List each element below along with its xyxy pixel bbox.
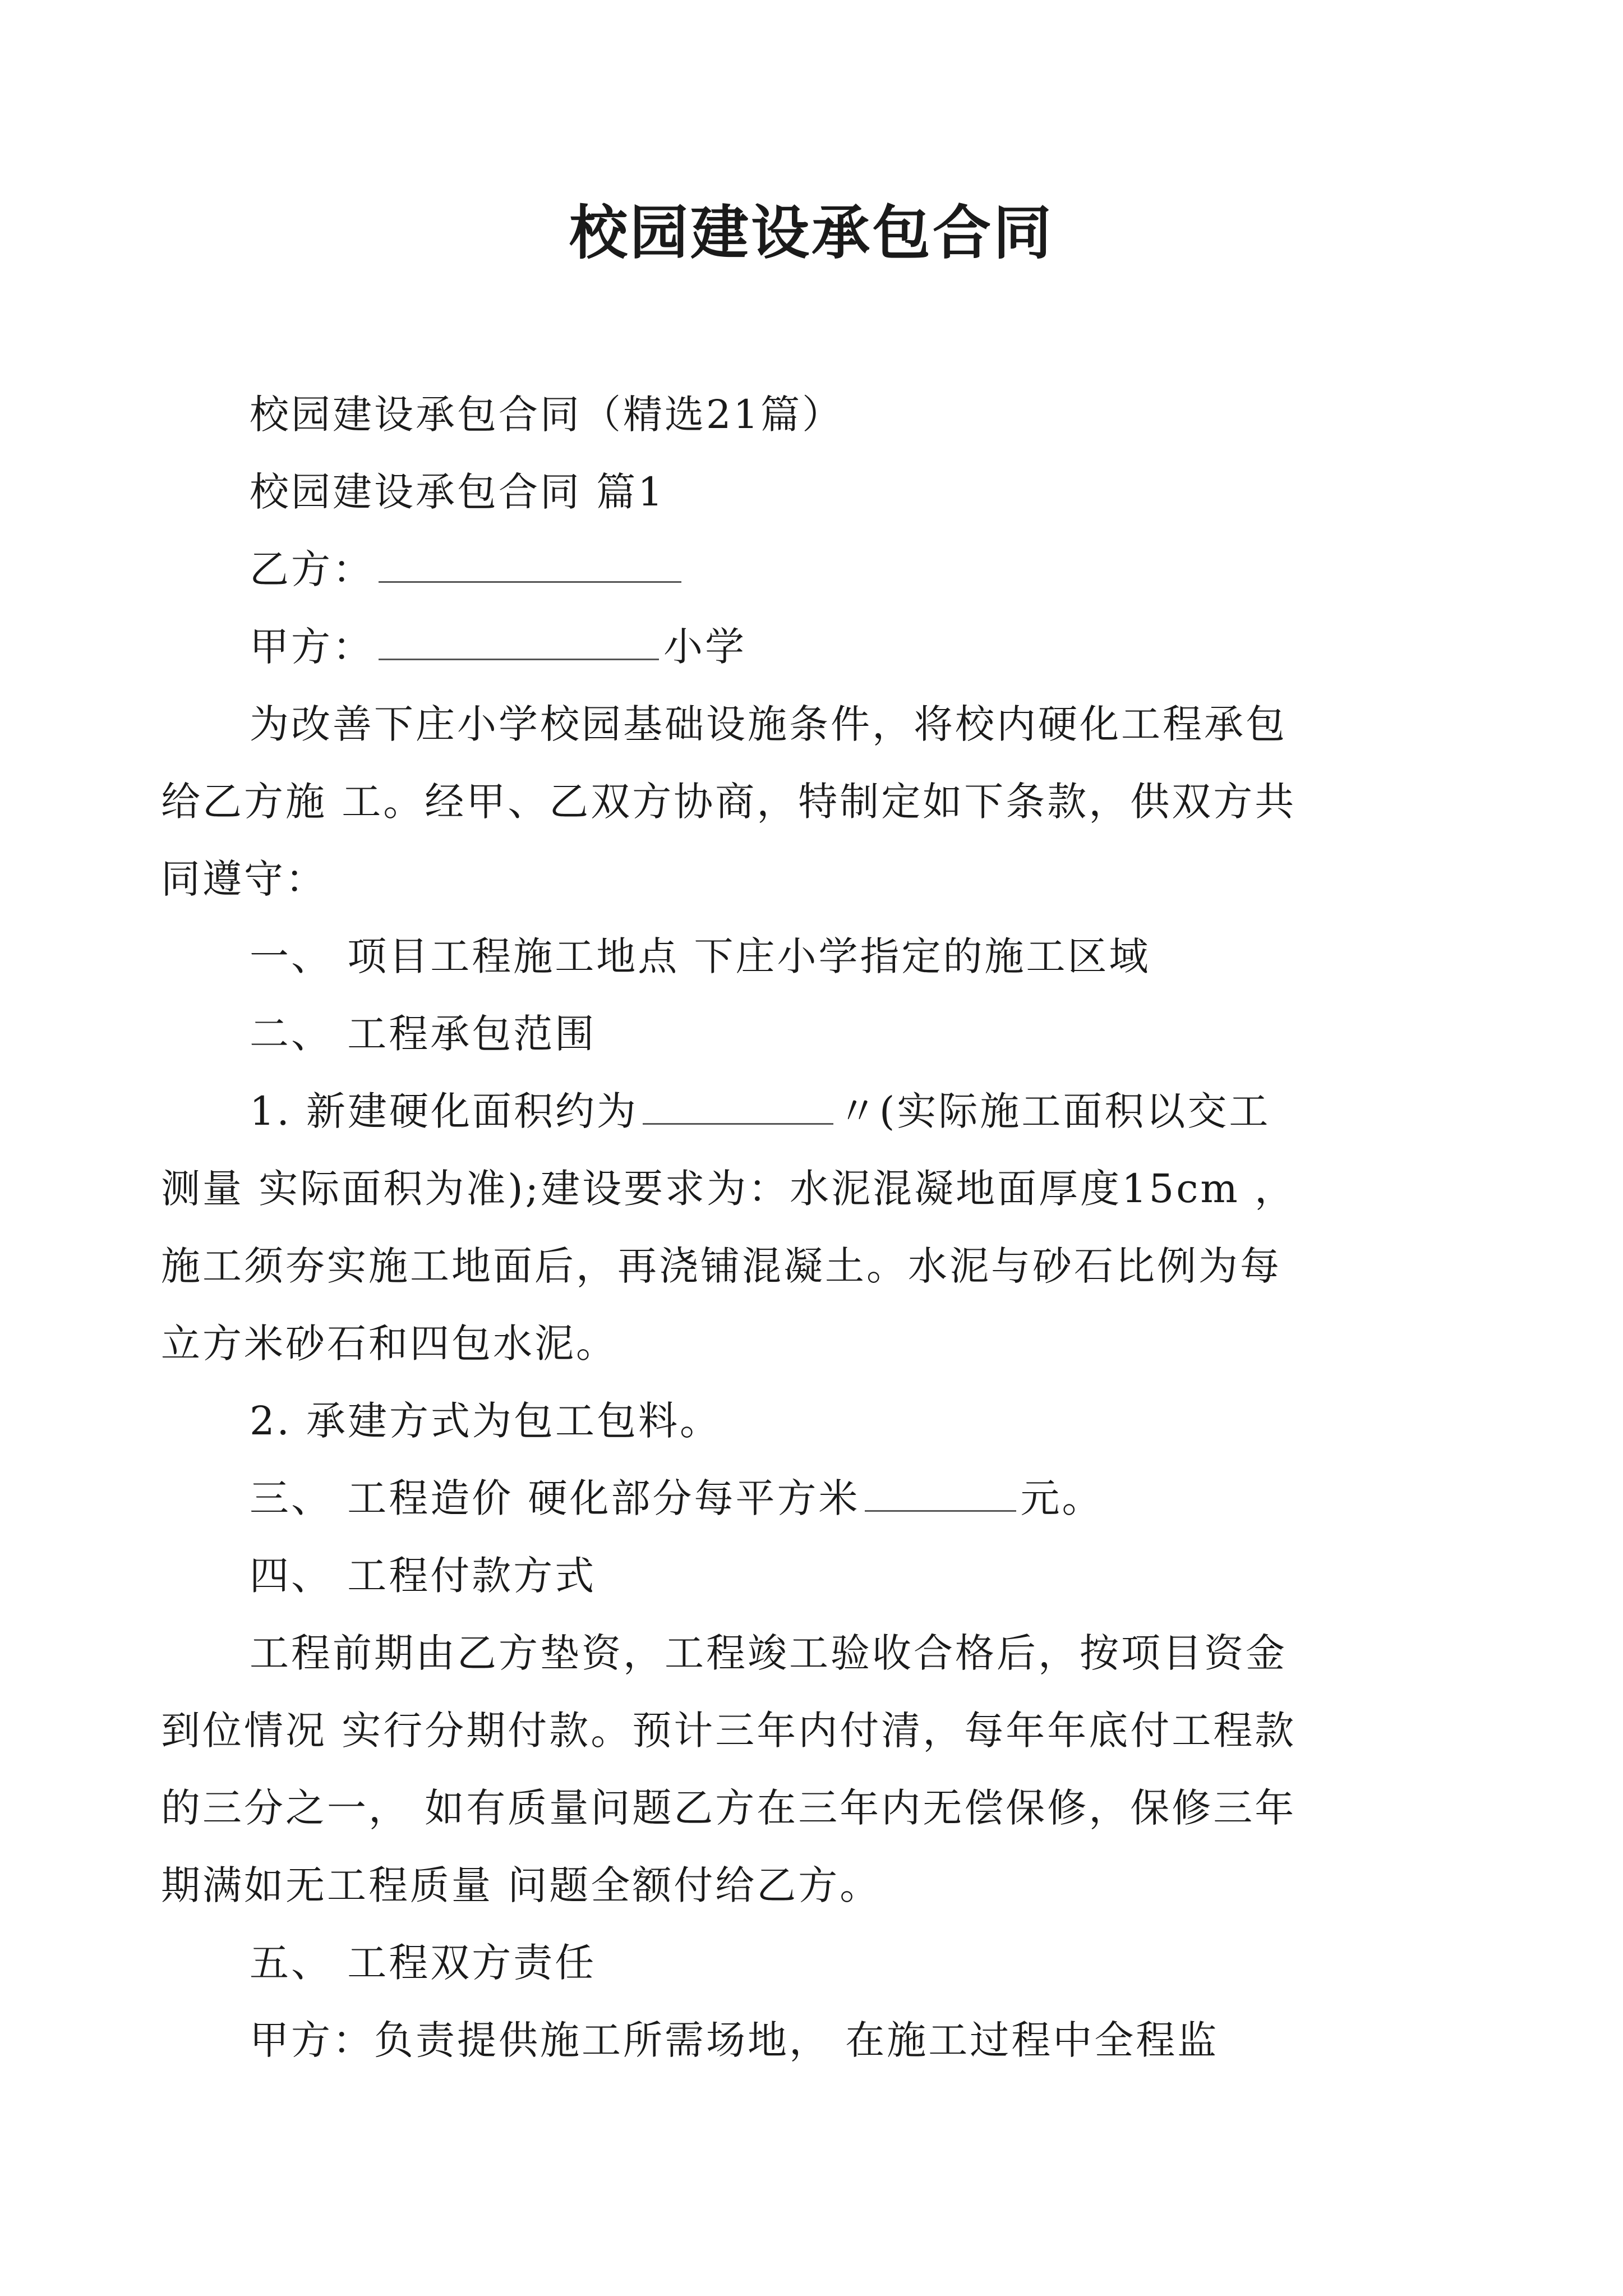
item-2-1-paragraph xyxy=(161,1073,1311,1382)
party-b-blank xyxy=(379,534,681,583)
item-3-prefix: 三、 工程造价 硬化部分每平方米 xyxy=(250,1475,860,1521)
party-a-label: 甲方： xyxy=(250,624,374,670)
item-5-paragraph: 甲方：负责提供施工所需场地， 在施工过程中全程监 xyxy=(250,2017,1219,2063)
document-title: 校园建设承包合同 xyxy=(569,198,1054,267)
section-heading: 校园建设承包合同 篇1 xyxy=(250,469,665,515)
item-4: 四、 工程付款方式 xyxy=(250,1553,597,1599)
party-b-line xyxy=(250,531,1399,608)
item-5: 五、 工程双方责任 xyxy=(250,1940,597,1986)
party-a-line xyxy=(250,608,1399,685)
price-blank xyxy=(865,1463,1016,1512)
item-3 xyxy=(250,1460,1399,1537)
party-a-suffix: 小学 xyxy=(663,624,746,670)
document-body xyxy=(161,376,1399,2079)
party-b-label: 乙方： xyxy=(250,546,374,592)
area-blank xyxy=(643,1076,833,1125)
item-2-2: 2. 承建方式为包工包料。 xyxy=(250,1398,722,1444)
item-2: 二、 工程承包范围 xyxy=(250,1011,597,1057)
subtitle-line: 校园建设承包合同（精选21篇） xyxy=(250,392,844,438)
item-2-1-prefix: 1. 新建硬化面积约为 xyxy=(250,1088,639,1134)
item-2-1-suffix: 〃(实际施工面积以交工测量 实际面积为准);建设要求为：水泥混凝地面厚度15cm ，施工须夯实施工地面后，再浇铺混凝土。水泥与砂石比例为每立方米砂石和四包水泥。 xyxy=(161,1088,1297,1366)
item-1: 一、 项目工程施工地点 下庄小学指定的施工区域 xyxy=(250,933,1151,979)
party-a-blank xyxy=(379,611,659,660)
item-4-paragraph: 工程前期由乙方垫资，工程竣工验收合格后，按项目资金 到位情况 实行分期付款。预计三年内付清，每年年底付工程款的三分之一， 如有质量问题乙方在三年内无偿保修，保修三年期满如无工程质量 问题全额付给乙方。 xyxy=(161,1630,1297,1908)
item-3-suffix: 元。 xyxy=(1020,1475,1104,1521)
intro-paragraph: 为改善下庄小学校园基础设施条件，将校内硬化工程承包给乙方施 工。经甲、乙双方协商，特制定如下条款，供双方共同遵守： xyxy=(161,701,1297,902)
